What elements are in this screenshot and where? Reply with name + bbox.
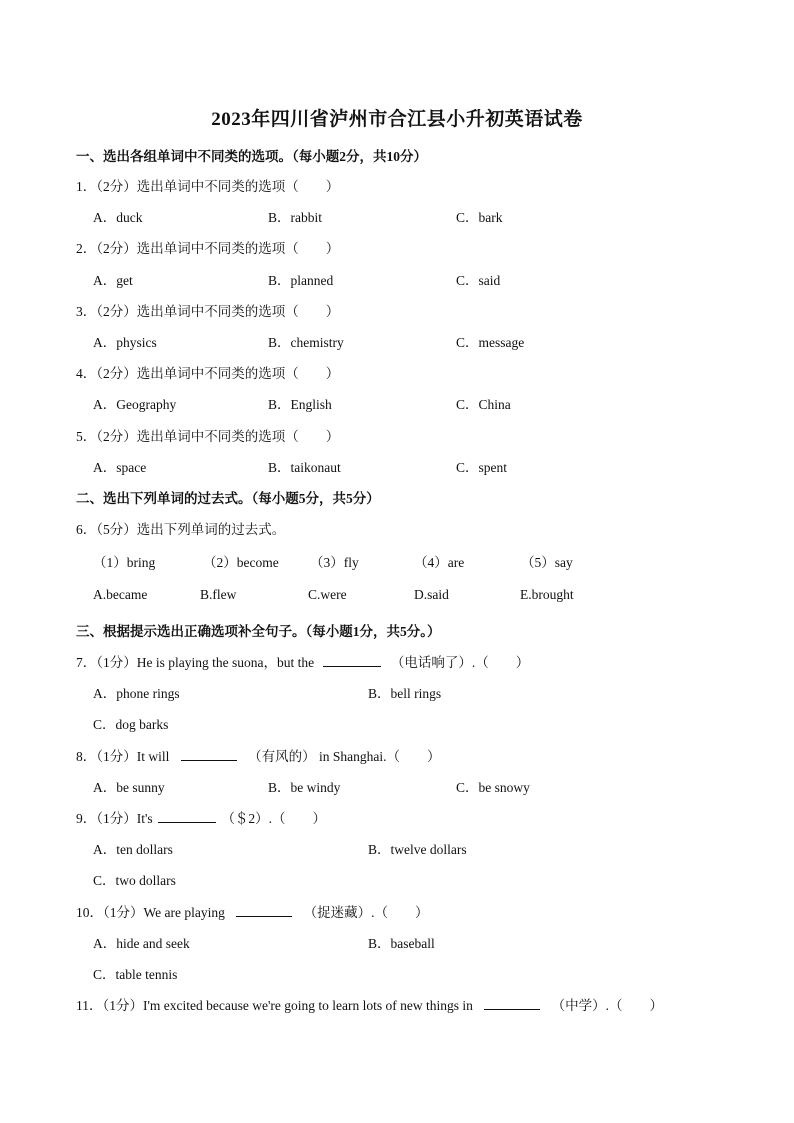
question-9-blank[interactable] (158, 809, 216, 823)
question-5-option-c[interactable]: C．spent (456, 460, 508, 475)
question-1-option-c[interactable]: C．bark (456, 210, 503, 225)
question-6-choice-d[interactable]: D.said (414, 587, 449, 602)
question-3-option-a[interactable]: A．physics (93, 335, 157, 350)
question-11-stem (76, 994, 794, 1014)
question-7-hint: （电话响了）.（ ） (390, 655, 530, 670)
question-10-option-b[interactable]: B．baseball (368, 936, 435, 951)
question-10-options (0, 932, 794, 952)
question-10-stem (76, 901, 794, 921)
section-heading-3: 三、根据提示选出正确选项补全句子。（每小题1分，共5分。） (76, 624, 441, 639)
question-11-hint: （中学）.（ ） (551, 998, 664, 1013)
question-9-option-b[interactable]: B．twelve dollars (368, 842, 467, 857)
question-1-options (0, 206, 794, 226)
question-8-blank[interactable] (181, 747, 237, 761)
question-7-option-b[interactable]: B．bell rings (368, 686, 442, 701)
question-4-option-a[interactable]: A．Geography (93, 397, 177, 412)
question-8-text: 8．（1分）It will (76, 749, 170, 764)
question-1-stem: 1．（2分）选出单词中不同类的选项（ ） (76, 179, 340, 194)
question-7-text: 7．（1分）He is playing the suona，but the (76, 655, 315, 670)
question-7-blank[interactable] (323, 653, 381, 667)
question-9-option-c[interactable]: C．two dollars (93, 873, 176, 888)
question-11-text: 11．（1分）I'm excited because we're going to learn lots of new things in (76, 998, 473, 1013)
question-5-option-b[interactable]: B．taikonaut (268, 460, 341, 475)
question-7-options (0, 682, 794, 702)
question-6-choice-b[interactable]: B.flew (200, 587, 237, 602)
section-heading-2: 二、选出下列单词的过去式。（每小题5分，共5分） (76, 491, 380, 506)
question-9-stem (76, 807, 794, 827)
question-9-text: 9．（1分）It's (76, 811, 153, 826)
question-11-blank[interactable] (484, 996, 540, 1010)
question-7-option-c[interactable]: C．dog barks (93, 717, 169, 732)
page-title: 2023年四川省泸州市合江县小升初英语试卷 (211, 109, 583, 130)
question-10-options-2 (0, 963, 794, 983)
question-3-stem: 3．（2分）选出单词中不同类的选项（ ） (76, 304, 340, 319)
question-10-blank[interactable] (236, 903, 292, 917)
question-5-options (0, 456, 794, 476)
question-9-option-a[interactable]: A．ten dollars (93, 842, 173, 857)
question-6-word-1: （1）bring (93, 555, 156, 570)
question-4-option-b[interactable]: B．English (268, 397, 332, 412)
section-heading-1: 一、选出各组单词中不同类的选项。（每小题2分，共10分） (76, 149, 427, 164)
question-3-option-c[interactable]: C．message (456, 335, 525, 350)
question-6-word-5: （5）say (521, 555, 573, 570)
question-6-choices (0, 587, 794, 607)
question-8-option-a[interactable]: A．be sunny (93, 780, 165, 795)
question-1-option-b[interactable]: B．rabbit (268, 210, 322, 225)
question-8-stem (76, 745, 794, 765)
question-7-options-2 (0, 713, 794, 733)
question-9-options (0, 838, 794, 858)
question-9-hint: （＄2）.（ ） (221, 811, 327, 826)
question-8-option-b[interactable]: B．be windy (268, 780, 341, 795)
question-8-hint: （有风的） in Shanghai.（ ） (248, 749, 441, 764)
question-2-options (0, 269, 794, 289)
question-5-stem: 5．（2分）选出单词中不同类的选项（ ） (76, 429, 340, 444)
question-6-choice-e[interactable]: E.brought (520, 587, 574, 602)
question-9-options-2 (0, 869, 794, 889)
question-3-options (0, 331, 794, 351)
question-8-option-c[interactable]: C．be snowy (456, 780, 530, 795)
question-10-hint: （捉迷藏）.（ ） (303, 905, 429, 920)
question-2-stem: 2．（2分）选出单词中不同类的选项（ ） (76, 241, 340, 256)
question-3-option-b[interactable]: B．chemistry (268, 335, 344, 350)
question-4-options (0, 393, 794, 413)
question-6-choice-a[interactable]: A.became (93, 587, 148, 602)
question-7-option-a[interactable]: A．phone rings (93, 686, 180, 701)
question-6-word-2: （2）become (203, 555, 279, 570)
question-10-option-a[interactable]: A．hide and seek (93, 936, 190, 951)
question-2-option-b[interactable]: B．planned (268, 273, 334, 288)
question-10-text: 10．（1分）We are playing (76, 905, 225, 920)
question-6-word-3: （3）fly (310, 555, 359, 570)
question-7-stem (76, 651, 794, 671)
question-6-choice-c[interactable]: C.were (308, 587, 347, 602)
question-2-option-a[interactable]: A．get (93, 273, 133, 288)
question-6-words (0, 551, 794, 571)
question-4-stem: 4．（2分）选出单词中不同类的选项（ ） (76, 366, 340, 381)
question-6-stem: 6．（5分）选出下列单词的过去式。 (76, 522, 286, 537)
question-6-word-4: （4）are (414, 555, 465, 570)
question-2-option-c[interactable]: C．said (456, 273, 501, 288)
question-1-option-a[interactable]: A．duck (93, 210, 143, 225)
question-10-option-c[interactable]: C．table tennis (93, 967, 178, 982)
question-4-option-c[interactable]: C．China (456, 397, 511, 412)
question-8-options (0, 776, 794, 796)
question-5-option-a[interactable]: A．space (93, 460, 147, 475)
